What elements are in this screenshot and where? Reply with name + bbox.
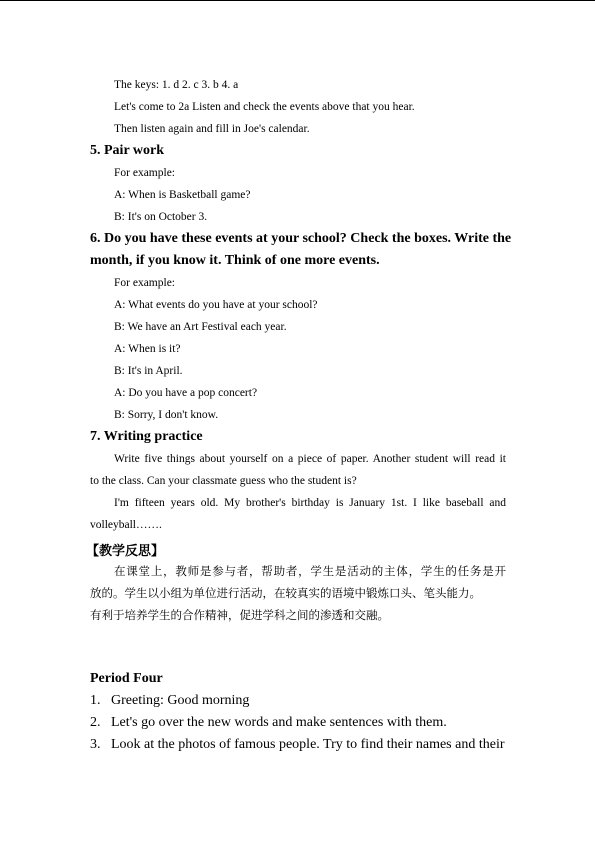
- writing-practice-paragraph-continued: to the class. Can your classmate guess who the student is?: [90, 475, 357, 487]
- period-four-step: 2. Let's go over the new words and make sentences with them.: [90, 715, 447, 730]
- section-6-example-label: For example:: [114, 277, 175, 289]
- section-6-heading: 6. Do you have these events at your school? Check the boxes. Write the: [90, 231, 512, 246]
- reflection-text-line: 在课堂上，教师是参与者，帮助者，学生是活动的主体，学生的任务是开: [114, 564, 506, 578]
- writing-practice-paragraph: Write five things about yourself on a piece of paper. Another student will read it: [114, 453, 506, 465]
- section-6-heading-continued: month, if you know it. Think of one more events.: [90, 253, 380, 268]
- teaching-reflection-heading: 【教学反思】: [86, 544, 165, 559]
- answer-keys: The keys: 1. d 2. c 3. b 4. a: [114, 79, 239, 91]
- section-5-dialogue-line: B: It's on October 3.: [114, 211, 208, 223]
- section-5-dialogue-line: A: When is Basketball game?: [114, 189, 251, 201]
- section-6-dialogue-line: A: When is it?: [114, 343, 181, 355]
- writing-example-paragraph-continued: volleyball…….: [90, 519, 162, 531]
- period-four-step: 1. Greeting: Good morning: [90, 693, 250, 708]
- writing-example-paragraph: I'm fifteen years old. My brother's birthday is January 1st. I like baseball and: [114, 497, 506, 509]
- section-5-heading: 5. Pair work: [90, 143, 165, 158]
- listen-check-instruction: Let's come to 2a Listen and check the events above that you hear.: [114, 101, 415, 113]
- page-top-border: [0, 0, 595, 1]
- period-four-step: 3. Look at the photos of famous people. Try to find their names and their: [90, 737, 505, 752]
- section-6-dialogue-line: B: Sorry, I don't know.: [114, 409, 219, 421]
- section-6-dialogue-line: B: We have an Art Festival each year.: [114, 321, 287, 333]
- reflection-text-line: 放的。学生以小组为单位进行活动，在较真实的语境中锻炼口头、笔头能力。: [90, 586, 481, 600]
- section-7-heading: 7. Writing practice: [90, 429, 203, 444]
- reflection-text-line: 有利于培养学生的合作精神，促进学科之间的渗透和交融。: [90, 608, 389, 622]
- period-four-title: Period Four: [90, 671, 163, 686]
- section-6-dialogue-line: A: Do you have a pop concert?: [114, 387, 258, 399]
- section-5-example-label: For example:: [114, 167, 175, 179]
- section-6-dialogue-line: B: It's in April.: [114, 365, 183, 377]
- listen-again-instruction: Then listen again and fill in Joe's calendar.: [114, 123, 310, 135]
- section-6-dialogue-line: A: What events do you have at your school?: [114, 299, 318, 311]
